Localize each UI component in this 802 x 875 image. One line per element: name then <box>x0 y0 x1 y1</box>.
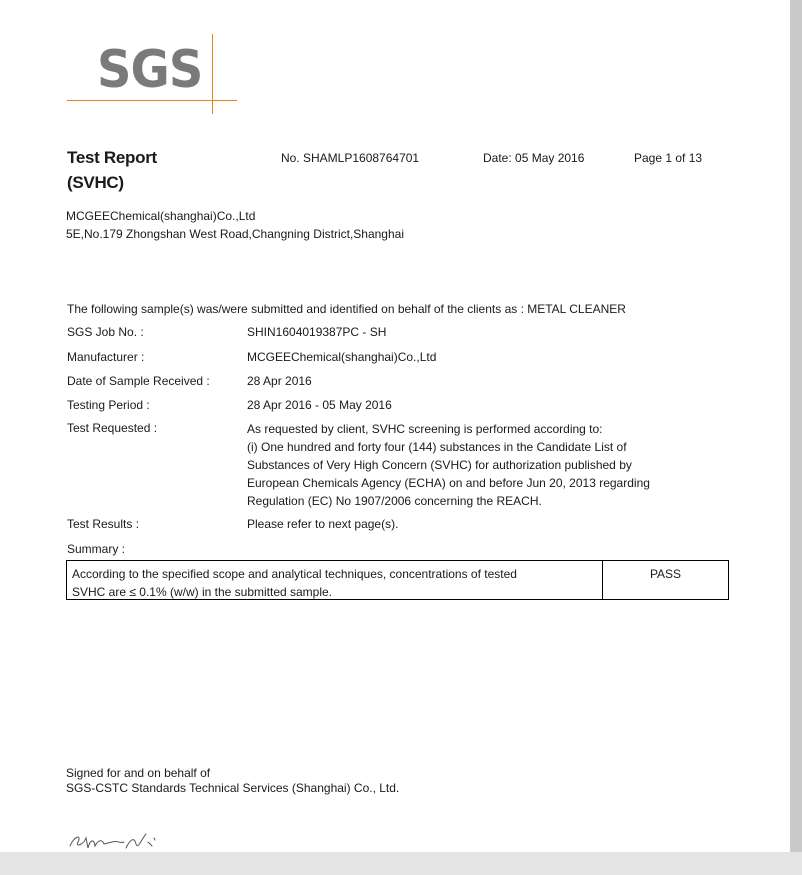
vertical-scrollbar[interactable] <box>790 0 802 852</box>
report-title: Test Report <box>67 148 157 167</box>
summary-statement <box>72 565 597 601</box>
client-address: 5E,No.179 Zhongshan West Road,Changning District,Shanghai <box>66 227 404 241</box>
summary-table <box>66 560 729 600</box>
logo-rule-vertical <box>212 34 213 114</box>
report-number: No. SHAMLP1608764701 <box>281 151 420 165</box>
testing-period-value: 28 Apr 2016 - 05 May 2016 <box>247 398 392 412</box>
test-requested-line: Substances of Very High Concern (SVHC) for authorization published by <box>247 458 632 472</box>
field-label: Testing Period : <box>67 398 150 412</box>
test-results-value: Please refer to next page(s). <box>247 517 399 531</box>
field-label: Test Results : <box>67 517 140 531</box>
sgs-logo-text: SGS <box>97 40 203 100</box>
field-label: Manufacturer : <box>67 350 145 364</box>
test-requested-line: Regulation (EC) No 1907/2006 concerning the REACH. <box>247 494 542 508</box>
report-date: Date: 05 May 2016 <box>483 151 585 165</box>
test-requested-line: (i) One hundred and forty four (144) substances in the Candidate List of <box>247 440 627 454</box>
sample-received-value: 28 Apr 2016 <box>247 374 312 388</box>
summary-result: PASS <box>649 567 682 581</box>
report-subtitle: (SVHC) <box>67 173 124 192</box>
summary-statement-line: According to the specified scope and analytical techniques, concentrations of tested <box>72 567 517 581</box>
handwritten-signature <box>62 822 212 852</box>
signoff-line: Signed for and on behalf of <box>66 766 211 780</box>
client-name: MCGEEChemical(shanghai)Co.,Ltd <box>66 209 256 223</box>
field-label: Date of Sample Received : <box>67 374 210 388</box>
field-label: Test Requested : <box>67 421 158 435</box>
manufacturer-value: MCGEEChemical(shanghai)Co.,Ltd <box>247 350 437 364</box>
sgs-logo <box>67 34 237 102</box>
summary-statement-line: SVHC are ≤ 0.1% (w/w) in the submitted sample. <box>72 585 333 599</box>
field-label: SGS Job No. : <box>67 325 144 339</box>
signoff-company: SGS-CSTC Standards Technical Services (Shanghai) Co., Ltd. <box>66 781 400 795</box>
bottom-bar <box>0 852 802 875</box>
summary-label: Summary : <box>67 542 126 556</box>
test-requested-line: As requested by client, SVHC screening is performed according to: <box>247 422 603 436</box>
page-indicator: Page 1 of 13 <box>634 151 703 165</box>
intro-statement: The following sample(s) was/were submitted and identified on behalf of the clients as : METAL CLEANER <box>67 302 626 316</box>
test-requested-line: European Chemicals Agency (ECHA) on and before Jun 20, 2013 regarding <box>247 476 650 490</box>
job-number-value: SHIN1604019387PC - SH <box>247 325 387 339</box>
